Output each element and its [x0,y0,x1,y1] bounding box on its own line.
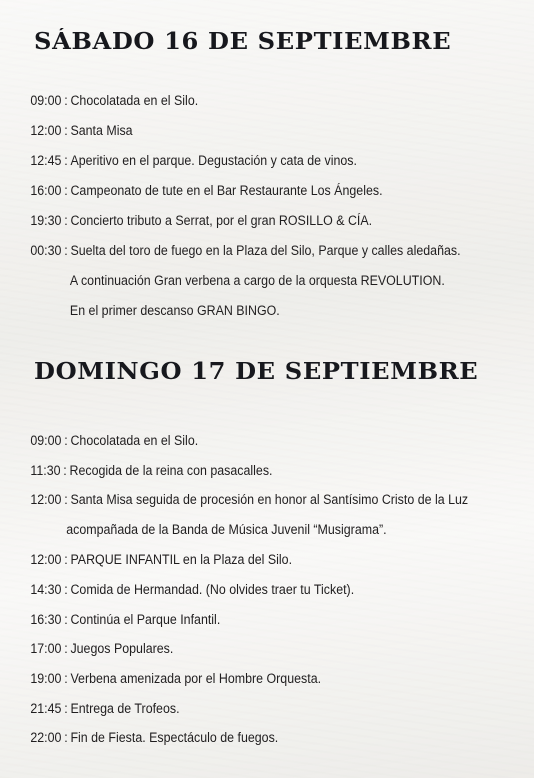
event-time: 11:30 [30,462,61,478]
time-separator: : [64,492,68,508]
event-time: 12:00 [30,123,62,138]
schedule-item [0,634,491,664]
event-time: 09:00 [30,93,62,108]
event-time: 14:30 [30,581,62,597]
time-separator: : [64,700,68,716]
time-separator: : [64,641,68,657]
event-text: Santa Misa seguida de procesión en honor al Santísimo Cristo de la Luz [70,492,469,508]
time-separator: : [64,433,68,448]
sunday-section [0,358,534,753]
event-time: 19:00 [30,670,62,686]
schedule-item [0,206,491,236]
time-separator: : [64,670,68,686]
event-time: 12:45 [30,153,62,168]
schedule-item [0,456,491,486]
schedule-item [0,545,491,575]
event-text: Concierto tributo a Serrat, por el gran ROSILLO & CÍA. [70,213,373,228]
event-text: Chocolatada en el Silo. [70,93,199,108]
event-text: Aperitivo en el parque. Degustación y cata de vinos. [70,153,357,168]
event-time: 22:00 [30,730,62,746]
saturday-schedule [0,86,534,326]
saturday-section [0,28,534,326]
schedule-item [0,146,491,176]
time-separator: : [64,243,68,258]
event-time: 21:45 [30,700,62,716]
schedule-item [0,176,491,206]
schedule-continuation: En el primer descanso GRAN BINGO. [69,303,280,318]
time-separator: : [63,462,67,478]
event-text: Entrega de Trofeos. [70,700,180,716]
event-time: 17:00 [30,641,62,657]
time-separator: : [64,611,68,627]
event-text: Fin de Fiesta. Espectáculo de fuegos. [70,730,279,746]
schedule-item [0,605,491,635]
schedule-continuation: acompañada de la Banda de Música Juvenil “Musigrama”. [66,522,387,538]
event-text: Juegos Populares. [70,641,174,657]
schedule-item [0,664,491,694]
event-text: Continúa el Parque Infantil. [70,611,221,627]
time-separator: : [64,552,68,568]
event-text: Comida de Hermandad. (No olvides traer tu Ticket). [70,581,355,597]
event-time: 12:00 [30,552,62,568]
event-text: PARQUE INFANTIL en la Plaza del Silo. [70,552,293,568]
time-separator: : [64,581,68,597]
event-text: Chocolatada en el Silo. [70,433,199,448]
time-separator: : [64,213,68,228]
event-time: 12:00 [30,492,62,508]
event-time: 19:30 [30,213,62,228]
schedule-item [0,236,491,266]
time-separator: : [64,183,68,198]
event-text: Suelta del toro de fuego en la Plaza del Silo, Parque y calles aledañas. [70,243,461,258]
schedule-item [0,426,491,456]
schedule-continuation: A continuación Gran verbena a cargo de la orquesta REVOLUTION. [69,273,445,288]
event-time: 09:00 [30,433,62,448]
schedule-item [0,86,491,116]
sunday-title: DOMINGO 17 DE SEPTIEMBRE [34,358,479,385]
sunday-schedule [0,426,534,753]
schedule-item [0,694,491,724]
schedule-item [0,485,491,515]
time-separator: : [64,93,68,108]
time-separator: : [64,123,68,138]
time-separator: : [64,730,68,746]
event-text: Campeonato de tute en el Bar Restaurante Los Ángeles. [70,183,383,198]
event-time: 16:30 [30,611,62,627]
time-separator: : [64,153,68,168]
schedule-item [0,723,491,753]
event-text: Recogida de la reina con pasacalles. [69,462,273,478]
event-text: Santa Misa [70,123,133,138]
schedule-item [0,116,491,146]
event-time: 00:30 [30,243,62,258]
event-text: Verbena amenizada por el Hombre Orquesta. [70,670,322,686]
schedule-item [0,575,491,605]
saturday-title: SÁBADO 16 DE SEPTIEMBRE [34,28,452,55]
event-time: 16:00 [30,183,62,198]
